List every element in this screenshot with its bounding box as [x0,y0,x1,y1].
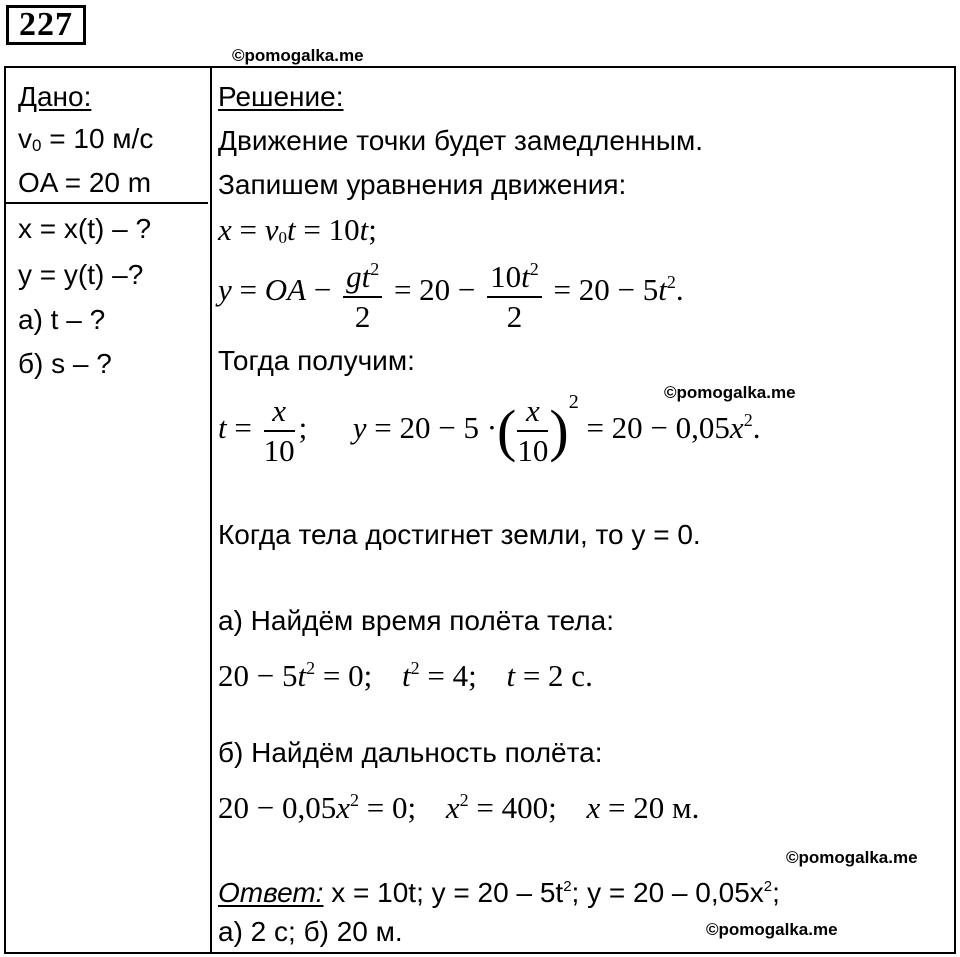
solution-heading: Решение: [218,81,344,112]
equation-y: y = OA − $\frac{gt^2}{2}$ = 20 − $\frac{10t^2}{2}$ = $20 - 5t^2$. [218,259,684,334]
part-b-heading: б) Найдём дальность полёта: [218,737,603,768]
watermark-middle: ©pomogalka.me [664,383,796,402]
equation-x: $x = v_0t = 10t$; [218,212,377,247]
given-v0: $v_0 = 10$ м/с [18,123,154,155]
part-a-heading: а) Найдём время полёта тела: [218,605,614,636]
find-b: б) s – ? [18,348,112,379]
watermark-lower-right: ©pomogalka.me [786,848,918,867]
solution-ground: Когда тела достигнет земли, то y = 0. [218,519,701,550]
equation-time: $20 - 5t^2 = 0$; $t^2 = 4$; t = 2 с. [218,658,593,693]
find-y: y = y(t) –? [18,259,144,290]
given-heading: Дано: [18,81,92,112]
problem-number: 227 [6,5,86,45]
solution-line-1: Движение точки будет замедленным. [218,125,703,156]
answer-line-1: Ответ: x = 10t; $y = 20 - 5t^2$; $y = 20 - 0,05x^2$; [218,877,780,908]
solution-then: Тогда получим: [218,345,415,376]
given-find-divider [6,202,208,204]
find-x: x = x(t) – ? [18,213,152,244]
answer-line-2: а) 2 с; б) 20 м. [218,916,403,947]
given-oa: OA = 20 m [18,167,152,198]
equation-trajectory: t = $\frac{x}{10}$ ; y = 20 − 5 ·( $\frac{x}{10}$ )$^2 = 20 - 0,05x^2$. [218,391,761,468]
solution-line-2: Запишем уравнения движения: [218,169,627,200]
watermark-top: ©pomogalka.me [232,46,364,65]
find-a: а) t – ? [18,304,106,335]
watermark-bottom: ©pomogalka.me [706,920,838,939]
equation-range: $20 - 0,05x^2 = 0$; $x^2 = 400$; x = 20 м. [218,790,700,825]
column-divider [210,68,212,954]
solution-table [4,66,956,954]
